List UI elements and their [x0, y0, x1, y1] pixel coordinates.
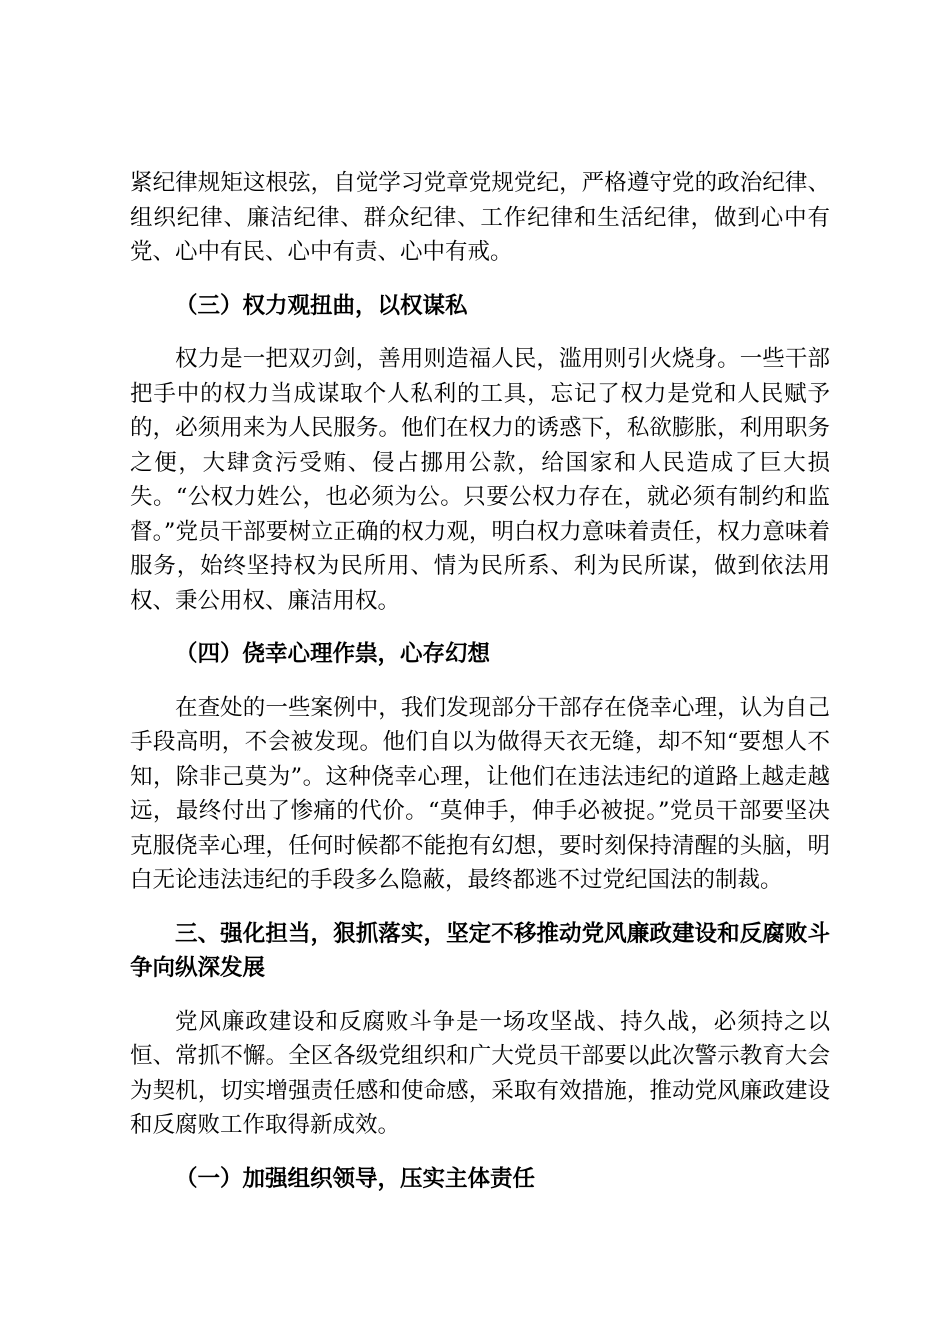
paragraph: 党风廉政建设和反腐败斗争是一场攻坚战、持久战，必须持之以恒、常抓不懈。全区各级党组织和广大党员干部要以此次警示教育大会为契机，切实增强责任感和使命感，采取有效措施，推动党风廉政建设和反腐败工作取得新成效。: [130, 1008, 830, 1138]
spacer: [130, 618, 830, 637]
spacer: [130, 270, 830, 289]
section-heading-3: （三）权力观扭曲，以权谋私: [175, 292, 468, 319]
spacer: [130, 1143, 830, 1162]
paragraph-continued: 紧纪律规矩这根弦，自觉学习党章党规党纪，严格遵守党的政治纪律、组织纪律、廉洁纪律、群众纪律、工作纪律和生活纪律，做到心中有党、心中有民、心中有责、心中有戒。: [130, 170, 830, 265]
chapter-heading-3: 三、强化担当，狠抓落实，坚定不移推动党风廉政建设和反腐败斗争向纵深发展: [130, 920, 830, 981]
section-heading-1: （一）加强组织领导，压实主体责任: [175, 1165, 536, 1192]
paragraph: 权力是一把双刃剑，善用则造福人民，滥用则引火烧身。一些干部把手中的权力当成谋取个人私利的工具，忘记了权力是党和人民赋予的，必须用来为人民服务。他们在权力的诱惑下，私欲膨胀，利用职务之便，大肆贪污受贿、侵占挪用公款，给国家和人民造成了巨大损失。“公权力姓公，也必须为公。只要公权力存在，就必须有制约和监督。”党员干部要树立正确的权力观，明白权力意味着责任，权力意味着服务，始终坚持权为民所用、情为民所系、利为民所谋，做到依法用权、秉公用权、廉洁用权。: [130, 346, 830, 614]
spacer: [130, 986, 830, 1005]
spacer: [130, 898, 830, 917]
document-body: [130, 166, 830, 1196]
section-heading-4: （四）侥幸心理作祟，心存幻想: [175, 641, 491, 667]
spacer: [130, 672, 830, 691]
spacer: [130, 323, 830, 342]
paragraph: 在查处的一些案例中，我们发现部分干部存在侥幸心理，认为自己手段高明，不会被发现。他们自以为做得天衣无缝，却不知“要想人不知，除非己莫为”。这种侥幸心理，让他们在违法违纪的道路上越走越远，最终付出了惨痛的代价。“莫伸手，伸手必被捉。”党员干部要坚决克服侥幸心理，任何时候都不能抱有幻想，要时刻保持清醒的头脑，明白无论违法违纪的手段多么隐蔽，最终都逃不过党纪国法的制裁。: [130, 694, 830, 893]
